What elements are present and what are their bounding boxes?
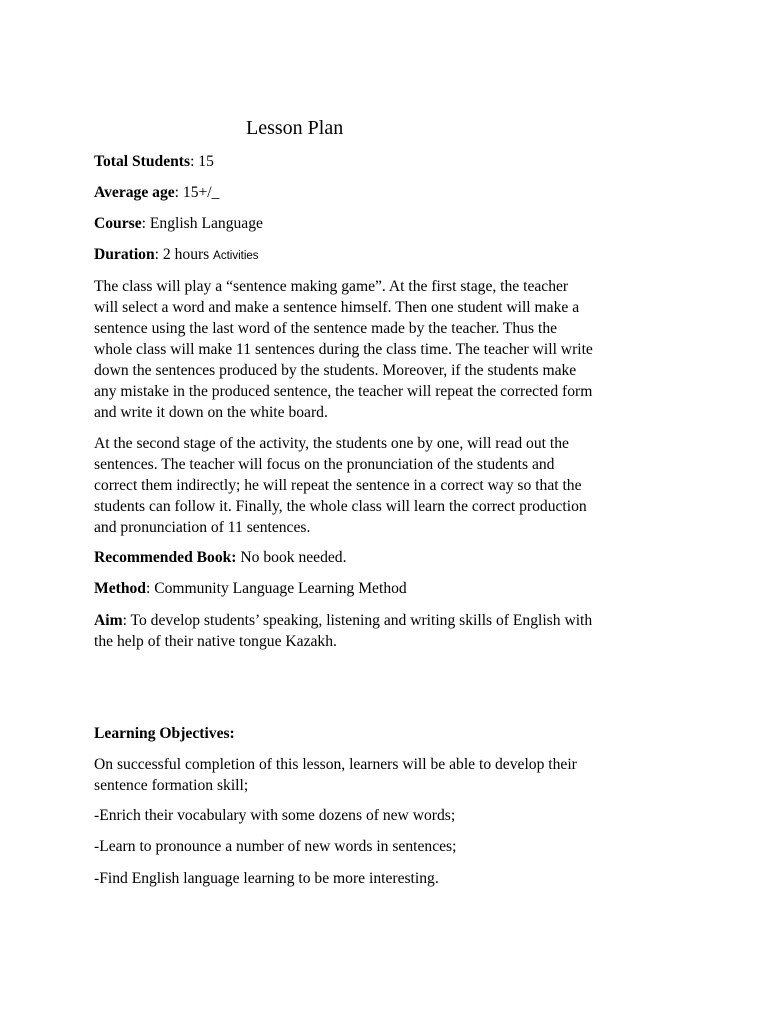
objective-item: -Learn to pronounce a number of new words in sentences; [94,838,457,855]
total-students-field [94,152,214,172]
aim-label: Aim [94,612,123,629]
average-age-label: Average age [94,184,175,201]
learning-objectives-label: Learning Objectives: [94,725,235,742]
average-age-value: 15+/_ [179,184,220,201]
course-field [94,214,263,234]
course-value: English Language [146,215,263,232]
aim-line: : To develop students’ speaking, listening and writing skills of English with [122,612,593,629]
average-age-separator: : [174,184,180,201]
total-students-value: 15 [194,153,214,170]
activity-paragraph-1 [94,276,694,423]
objective-item: -Find English language learning to be more interesting. [94,870,439,887]
total-students-separator: : [190,153,195,170]
paragraph-line: will select a word and make a sentence himself. Then one student will make a [94,299,580,316]
duration-field [94,245,259,266]
average-age-field [94,183,219,203]
paragraph-line: sentence formation skill; [94,777,249,794]
objective-item: -Enrich their vocabulary with some dozens of new words; [94,807,456,824]
activities-note: Activities [213,250,259,262]
activity-paragraph-2 [94,433,694,538]
aim-field [94,610,694,652]
page-title: Lesson Plan [246,117,344,139]
paragraph-line: students can follow it. Finally, the whole class will learn the correct production [94,498,587,515]
paragraph-line: On successful completion of this lesson, learners will be able to develop their [94,756,577,773]
method-value: Community Language Learning Method [150,580,407,597]
paragraph-line: and pronunciation of 11 sentences. [94,519,311,536]
recommended-book-field [94,548,347,568]
course-label: Course [94,215,142,232]
total-students-label: Total Students [94,153,191,170]
method-separator: : [145,580,151,597]
duration-separator: : [154,246,159,263]
paragraph-line: The class will play a “sentence making game”. At the first stage, the teacher [94,278,569,295]
course-separator: : [141,215,146,232]
paragraph-line: correct them indirectly; he will repeat the sentence in a correct way so that the [94,477,582,494]
aim-line: the help of their native tongue Kazakh. [94,633,337,650]
duration-label: Duration [94,246,155,263]
paragraph-line: any mistake in the produced sentence, the teacher will repeat the corrected form [94,383,593,400]
paragraph-line: down the sentences produced by the students. Moreover, if the students make [94,362,577,379]
paragraph-line: At the second stage of the activity, the students one by one, will read out the [94,435,569,452]
recommended-book-label: Recommended Book: [94,549,237,566]
paragraph-line: whole class will make 11 sentences during the class time. The teacher will write [94,341,593,358]
paragraph-line: and write it down on the white board. [94,404,328,421]
recommended-book-value: No book needed. [236,549,347,566]
method-label: Method [94,580,146,597]
paragraph-line: sentences. The teacher will focus on the pronunciation of the students and [94,456,555,473]
duration-value: 2 hours [159,246,214,263]
learning-objectives-heading [94,724,235,744]
paragraph-line: sentence using the last word of the sentence made by the teacher. Thus the [94,320,558,337]
method-field [94,579,407,599]
learning-objectives-intro [94,754,694,796]
